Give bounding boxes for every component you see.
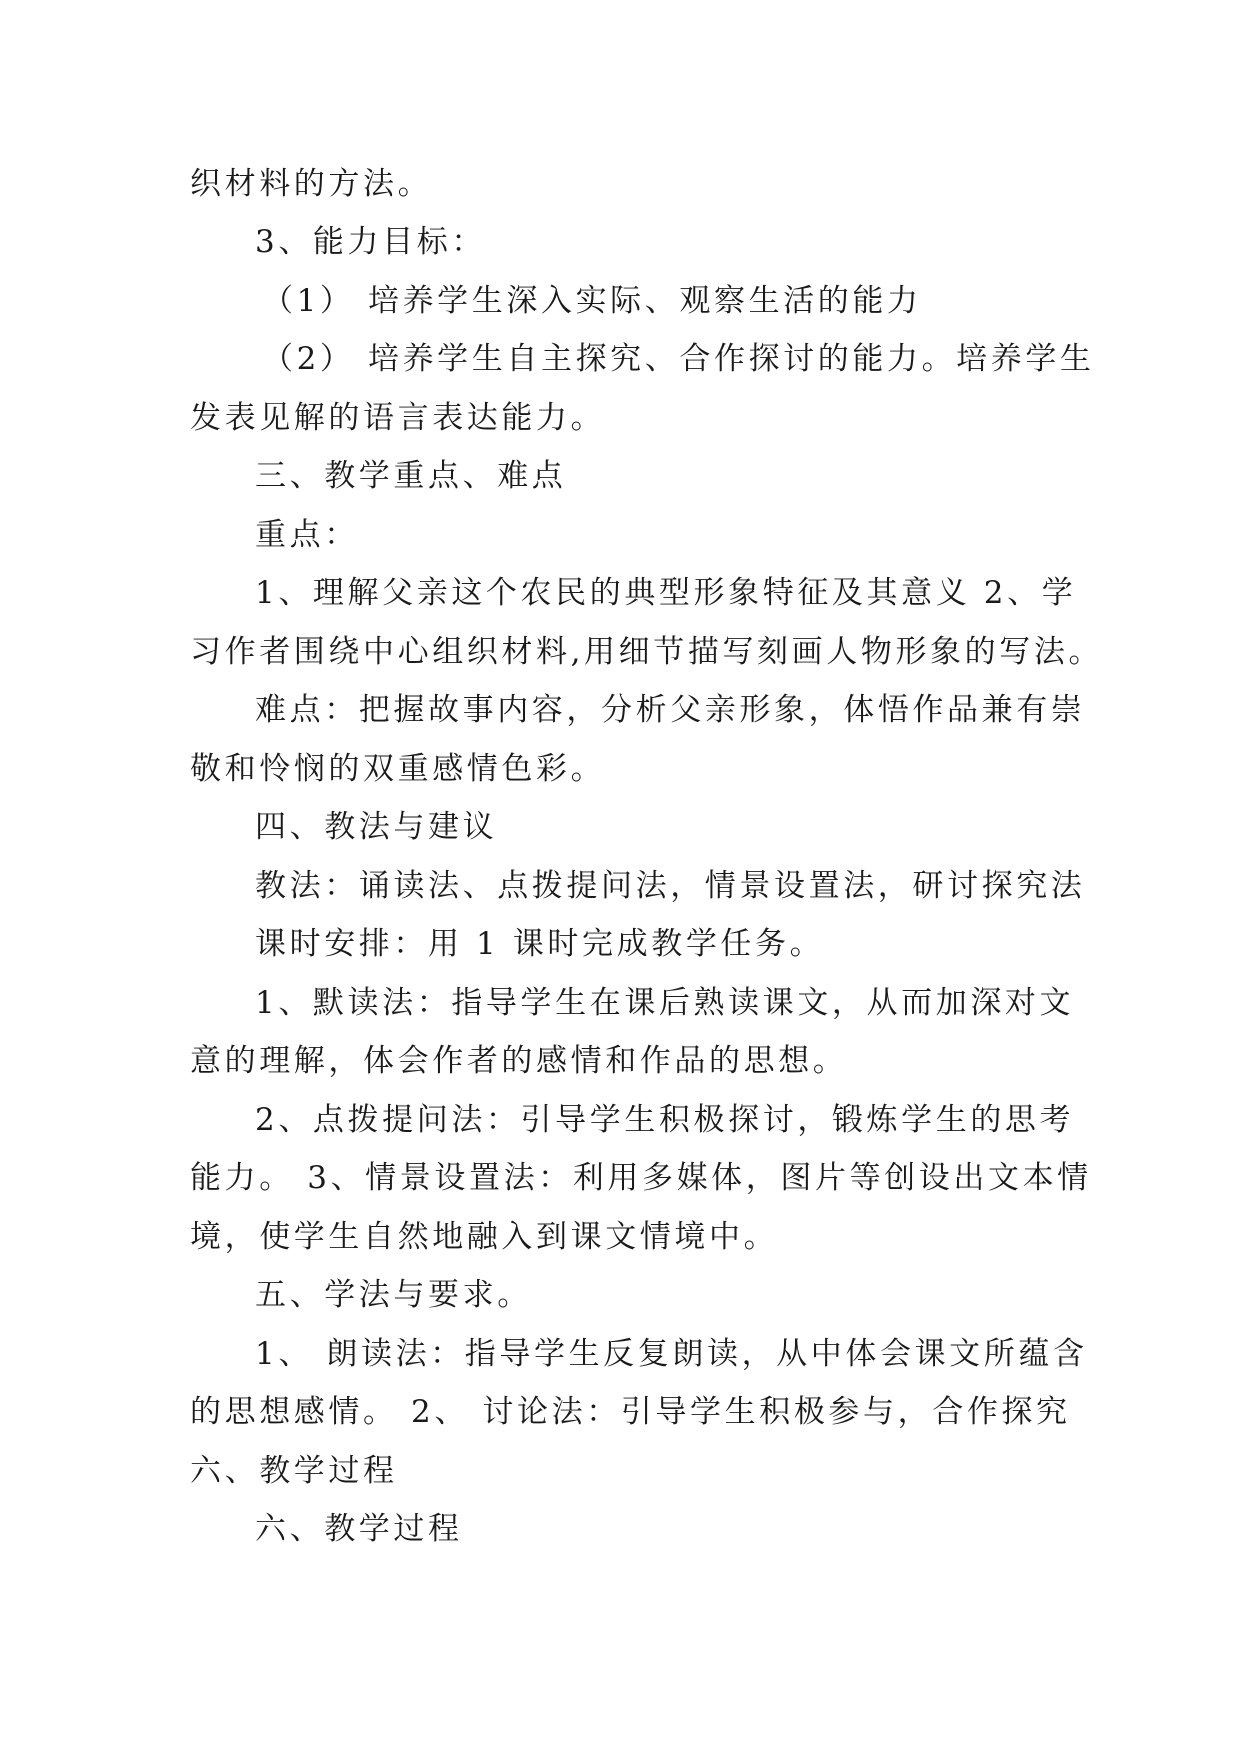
section-heading: 四、教法与建议 xyxy=(255,809,498,845)
text-line: 1、理解父亲这个农民的典型形象特征及其意义 2、学 xyxy=(255,575,1077,611)
text-line: 1、 朗读法：指导学生反复朗读，从中体会课文所蕴含 xyxy=(255,1336,1088,1372)
text-line: 教法：诵读法、点拨提问法，情景设置法，研讨探究法 xyxy=(255,868,1086,904)
text-line: 发表见解的语言表达能力。 xyxy=(190,400,606,436)
text-line: （2） 培养学生自主探究、合作探讨的能力。培养学生 xyxy=(262,341,1095,377)
text-line: 意的理解，体会作者的感情和作品的思想。 xyxy=(190,1043,848,1079)
text-line: 1、默读法：指导学生在课后熟读课文，从而加深对文 xyxy=(255,985,1075,1021)
text-line: 课时安排：用 1 课时完成教学任务。 xyxy=(255,926,825,962)
text-line: （1） 培养学生深入实际、观察生活的能力 xyxy=(262,283,922,319)
text-line: 境，使学生自然地融入到课文情境中。 xyxy=(190,1219,779,1255)
text-line: 敬和怜悯的双重感情色彩。 xyxy=(190,751,606,787)
section-heading: 六、教学过程 xyxy=(255,1511,463,1547)
section-heading: 六、教学过程 xyxy=(190,1453,398,1489)
text-line: 能力。 3、情景设置法：利用多媒体，图片等创设出文本情 xyxy=(190,1160,1092,1196)
text-line: 2、点拨提问法：引导学生积极探讨，锻炼学生的思考 xyxy=(255,1102,1075,1138)
text-line: 难点：把握故事内容，分析父亲形象，体悟作品兼有崇 xyxy=(255,692,1086,728)
text-line: 织材料的方法。 xyxy=(190,166,433,202)
text-line: 习作者围绕中心组织材料,用细节描写刻画人物形象的写法。 xyxy=(190,634,1104,670)
text-line: 3、能力目标： xyxy=(255,224,486,260)
section-heading: 三、教学重点、难点 xyxy=(255,458,567,494)
text-line: 的思想感情。 2、 讨论法：引导学生积极参与，合作探究 xyxy=(190,1394,1071,1430)
section-heading: 五、学法与要求。 xyxy=(255,1277,532,1313)
text-line: 重点： xyxy=(255,517,359,553)
